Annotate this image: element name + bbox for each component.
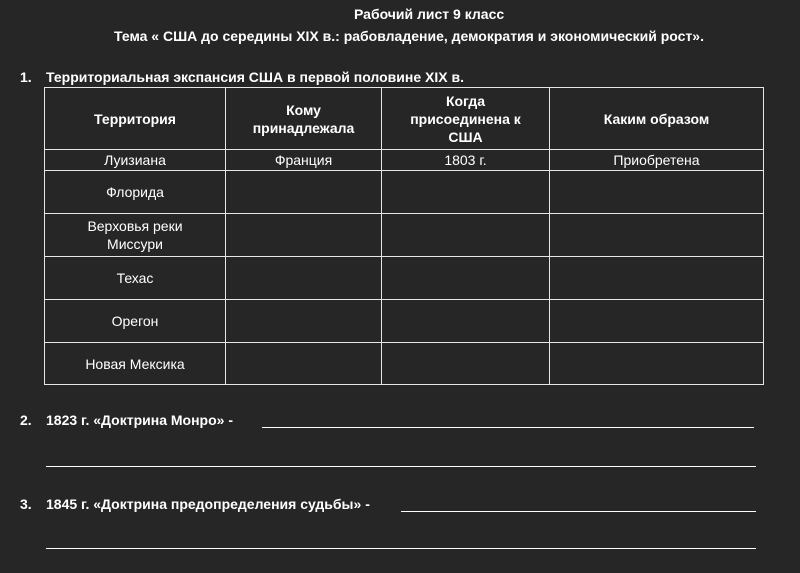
question-1-number: 1. (20, 69, 32, 85)
table-row (45, 150, 764, 171)
cell-when[interactable] (382, 300, 550, 343)
cell-how[interactable] (550, 343, 764, 385)
header-territory: Территория (45, 88, 226, 150)
cell-when: 1803 г. (382, 150, 550, 171)
table-row (45, 214, 764, 257)
question-2-number: 2. (20, 412, 32, 428)
cell-when[interactable] (382, 343, 550, 385)
cell-owner: Франция (226, 150, 382, 171)
cell-territory: Флорида (45, 171, 226, 214)
worksheet-title: Рабочий лист 9 класс (354, 6, 505, 22)
cell-how: Приобретена (550, 150, 764, 171)
cell-how[interactable] (550, 171, 764, 214)
answer-line-3a[interactable] (401, 511, 756, 512)
question-3-number: 3. (20, 496, 32, 512)
cell-how[interactable] (550, 214, 764, 257)
cell-territory: Техас (45, 257, 226, 300)
territory-table (44, 87, 764, 385)
header-owner: Кому принадлежала (226, 88, 382, 150)
cell-territory: Луизиана (45, 150, 226, 171)
cell-owner[interactable] (226, 171, 382, 214)
cell-when[interactable] (382, 171, 550, 214)
cell-owner[interactable] (226, 214, 382, 257)
cell-owner[interactable] (226, 300, 382, 343)
cell-how[interactable] (550, 300, 764, 343)
answer-line-3b[interactable] (46, 548, 756, 549)
cell-territory: Орегон (45, 300, 226, 343)
cell-territory: Новая Мексика (45, 343, 226, 385)
table-header-row (45, 88, 764, 150)
cell-owner[interactable] (226, 343, 382, 385)
table-row (45, 257, 764, 300)
cell-how[interactable] (550, 257, 764, 300)
cell-when[interactable] (382, 214, 550, 257)
cell-territory: Верховья реки Миссури (45, 214, 226, 257)
cell-owner[interactable] (226, 257, 382, 300)
header-when-joined: Когда присоединена к США (382, 88, 550, 150)
answer-line-2a[interactable] (262, 427, 754, 428)
table-row (45, 300, 764, 343)
worksheet-topic: Тема « США до середины XIX в.: рабовладение, демократия и экономический рост». (114, 28, 704, 44)
answer-line-2b[interactable] (46, 466, 756, 467)
question-1-text: Территориальная экспансия США в первой половине XIX в. (46, 69, 464, 85)
table-row (45, 171, 764, 214)
question-3-text: 1845 г. «Доктрина предопределения судьбы» - (46, 496, 370, 512)
question-2-text: 1823 г. «Доктрина Монро» - (46, 412, 233, 428)
table-row (45, 343, 764, 385)
header-how: Каким образом (550, 88, 764, 150)
cell-when[interactable] (382, 257, 550, 300)
